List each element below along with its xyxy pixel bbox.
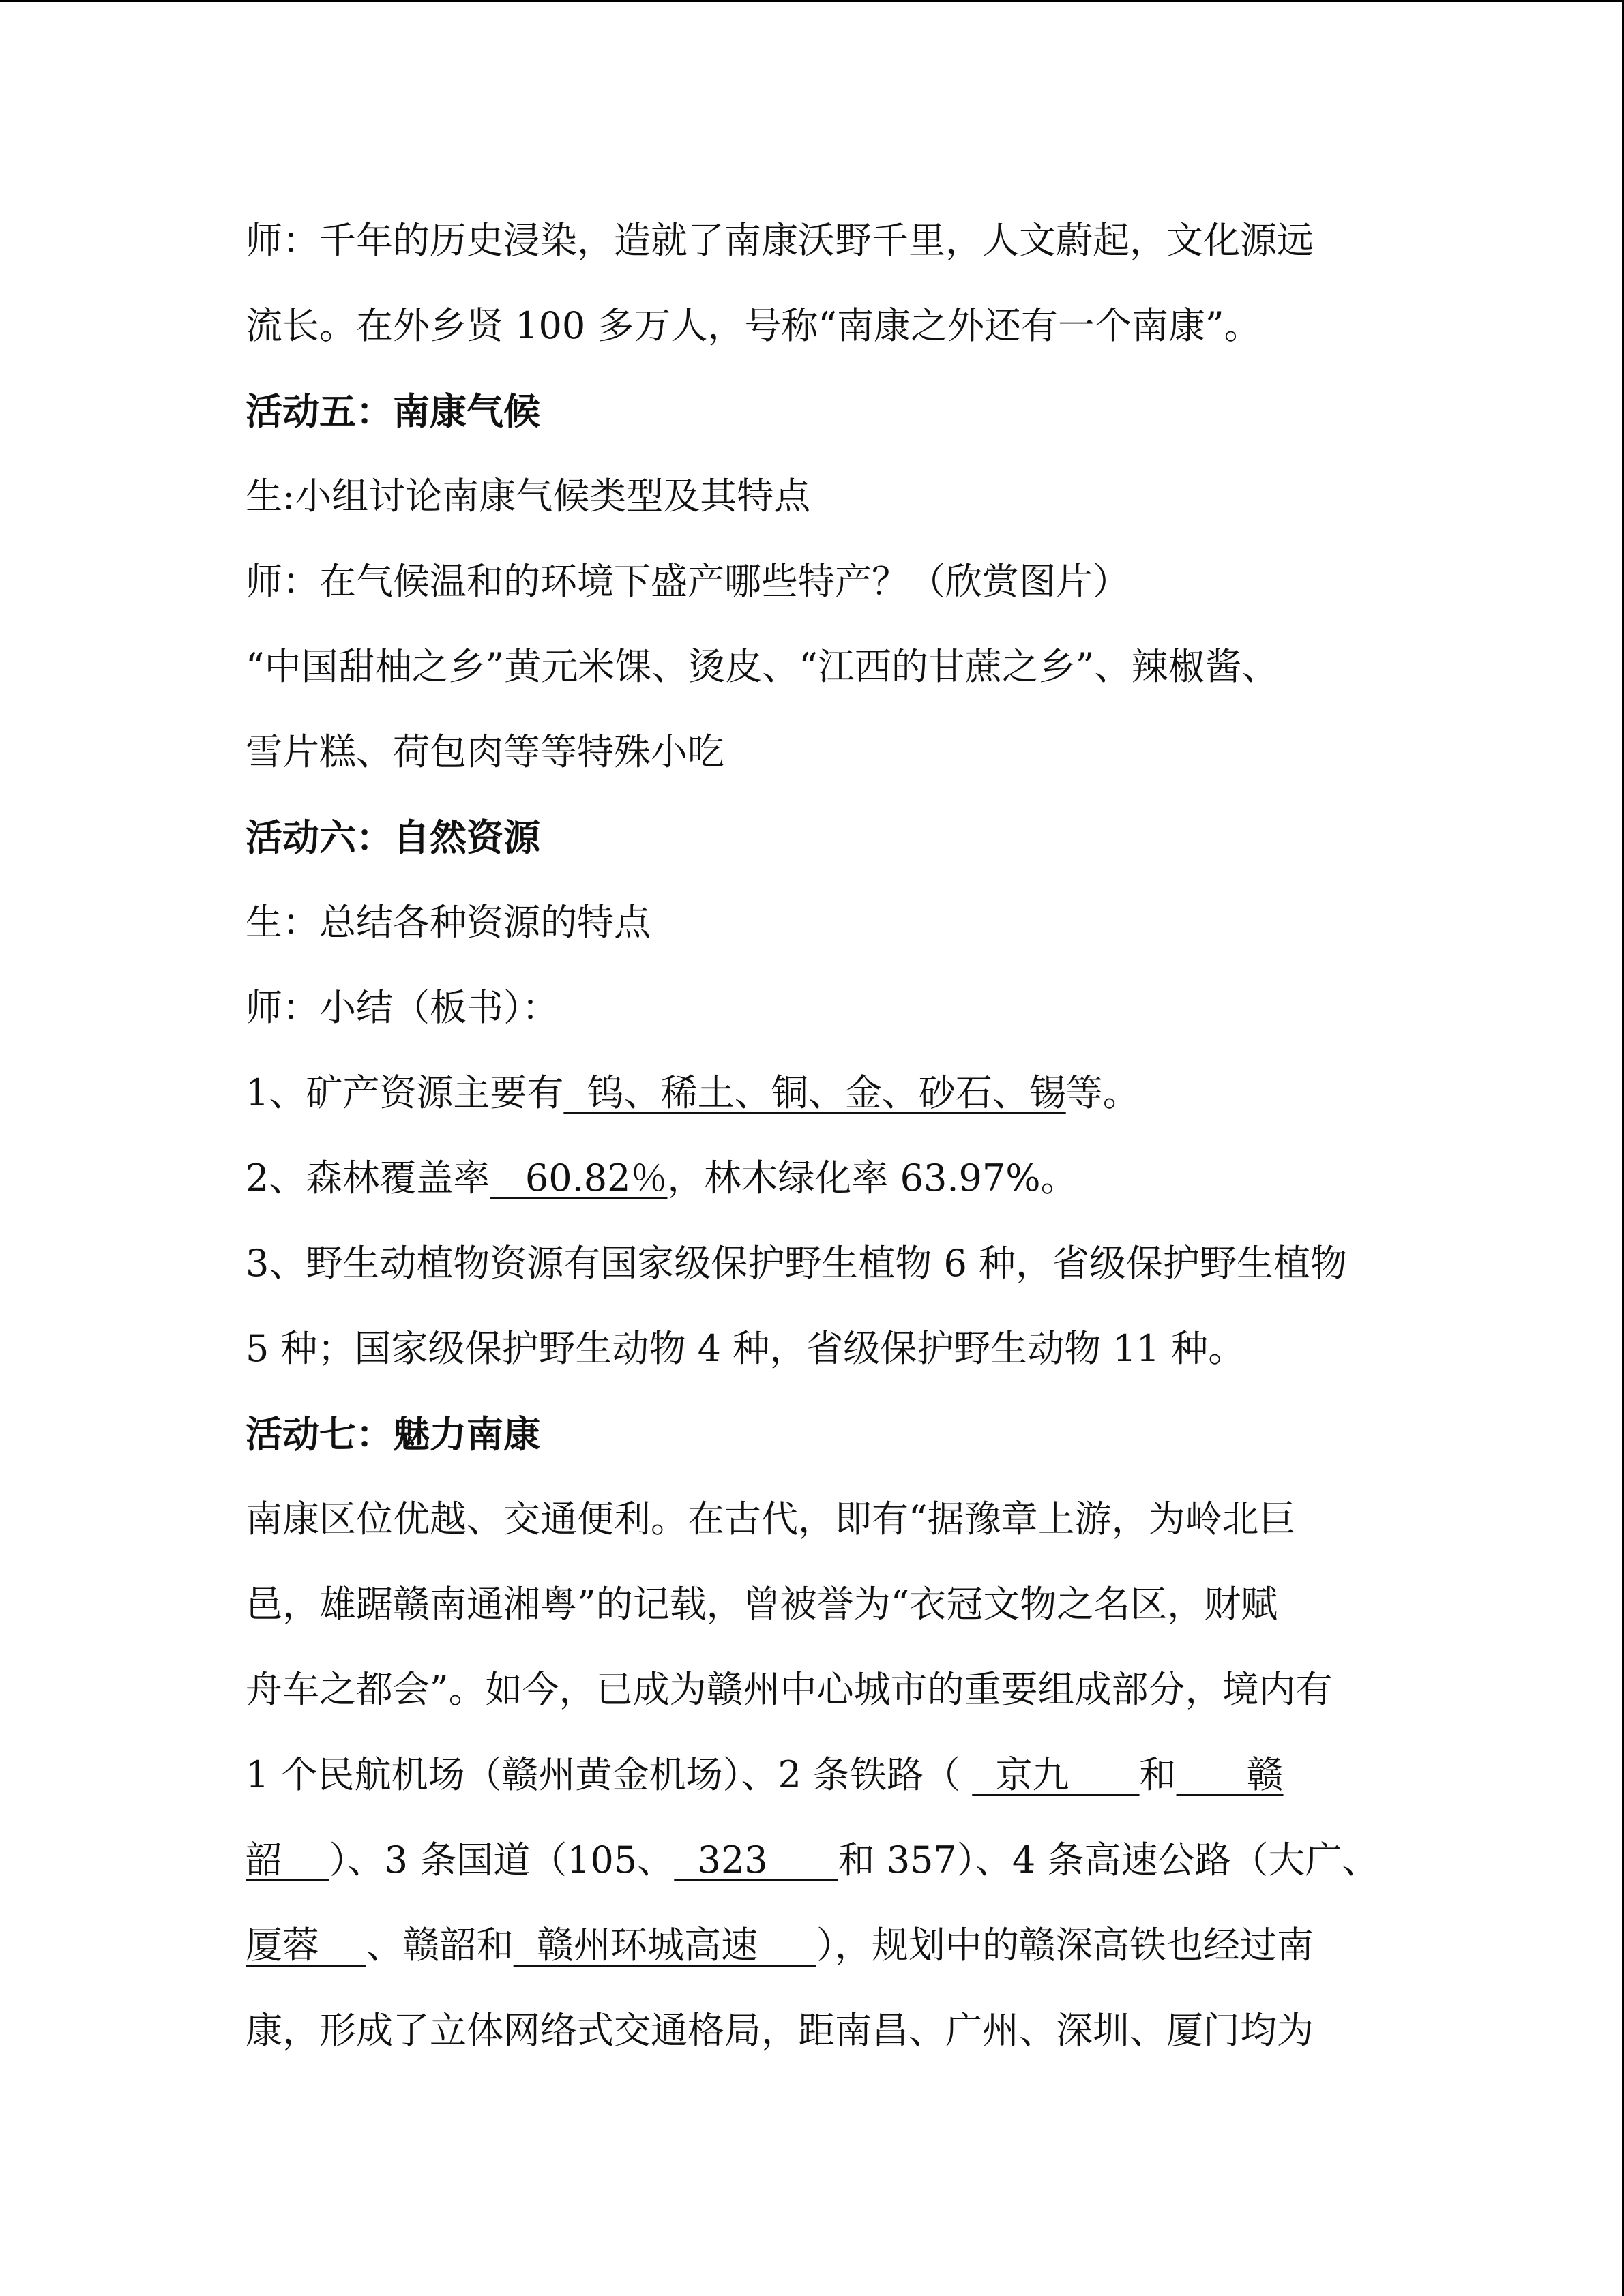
line-text: 、赣韶和 [366, 1924, 514, 1967]
paragraph-line: 生:小组讨论南康气候类型及其特点 [246, 475, 811, 518]
summary-item-wildlife: 3、野生动植物资源有国家级保护野生植物 6 种，省级保护野生植物 [246, 1242, 1348, 1285]
line-text: ，林木绿化率 63.97%。 [667, 1157, 1078, 1199]
line-text: 和 [1139, 1753, 1177, 1796]
line-text: 等。 [1065, 1071, 1140, 1114]
line-text: 2、森林覆盖率 [246, 1157, 490, 1199]
fill-in-answer: 323 [674, 1838, 838, 1881]
paragraph-line: 雪片糕、荷包肉等等特殊小吃 [246, 730, 724, 773]
section-heading-activity-6: 活动六：自然资源 [246, 816, 540, 859]
paragraph-line: “中国甜柚之乡”黄元米馃、烫皮、“江西的甘蔗之乡”、辣椒酱、 [246, 645, 1279, 688]
fill-in-answer: 赣州环城高速 [513, 1924, 816, 1967]
paragraph-line: 师：小结（板书）： [246, 986, 559, 1029]
paragraph-line [246, 1836, 1378, 1884]
fill-in-answer: 赣 [1176, 1753, 1284, 1796]
fill-in-answer: 厦蓉 [246, 1924, 366, 1967]
line-text: 和 357）、4 条高速公路（大广、 [838, 1838, 1379, 1881]
fill-in-answer: 京九 [972, 1753, 1140, 1796]
fill-in-answer: 钨、稀土、铜、金、砂石、锡 [563, 1071, 1066, 1114]
paragraph-line: 南康区位优越、交通便利。在古代，即有“据豫章上游，为岭北巨 [246, 1497, 1296, 1540]
paragraph-line: 邑，雄踞赣南通湘粤”的记载，曾被誉为“衣冠文物之名区，财赋 [246, 1583, 1278, 1626]
section-heading-activity-7: 活动七：魅力南康 [246, 1412, 540, 1456]
paragraph-line [246, 1922, 1314, 1969]
summary-item-forest [246, 1154, 1078, 1202]
paragraph-line: 5 种；国家级保护野生动物 4 种，省级保护野生动物 11 种。 [246, 1327, 1245, 1370]
line-text: ）、3 条国道（105、 [329, 1838, 675, 1881]
section-heading-activity-5: 活动五：南康气候 [246, 389, 540, 433]
paragraph-line: 师：在气候温和的环境下盛产哪些特产？（欣赏图片） [246, 560, 1130, 603]
fill-in-answer: 60.82％ [490, 1157, 668, 1199]
paragraph-line: 康，形成了立体网络式交通格局，距南昌、广州、深圳、厦门均为 [246, 2009, 1314, 2052]
paragraph-line: 师：千年的历史浸染，造就了南康沃野千里，人文蔚起，文化源远 [246, 219, 1314, 262]
summary-item-minerals [246, 1069, 1140, 1117]
paragraph-line: 流长。在外乡贤 100 多万人，号称“南康之外还有一个南康”。 [246, 304, 1261, 347]
paragraph-line [246, 1751, 1284, 1799]
line-text: ），规划中的赣深高铁也经过南 [816, 1924, 1314, 1967]
paragraph-line: 舟车之都会”。如今，已成为赣州中心城市的重要组成部分，境内有 [246, 1668, 1333, 1711]
line-text: 1 个民航机场（赣州黄金机场）、2 条铁路（ [246, 1753, 973, 1796]
line-text: 1、矿产资源主要有 [246, 1071, 564, 1114]
paragraph-line: 生：总结各种资源的特点 [246, 901, 651, 944]
fill-in-answer: 韶 [246, 1838, 329, 1881]
